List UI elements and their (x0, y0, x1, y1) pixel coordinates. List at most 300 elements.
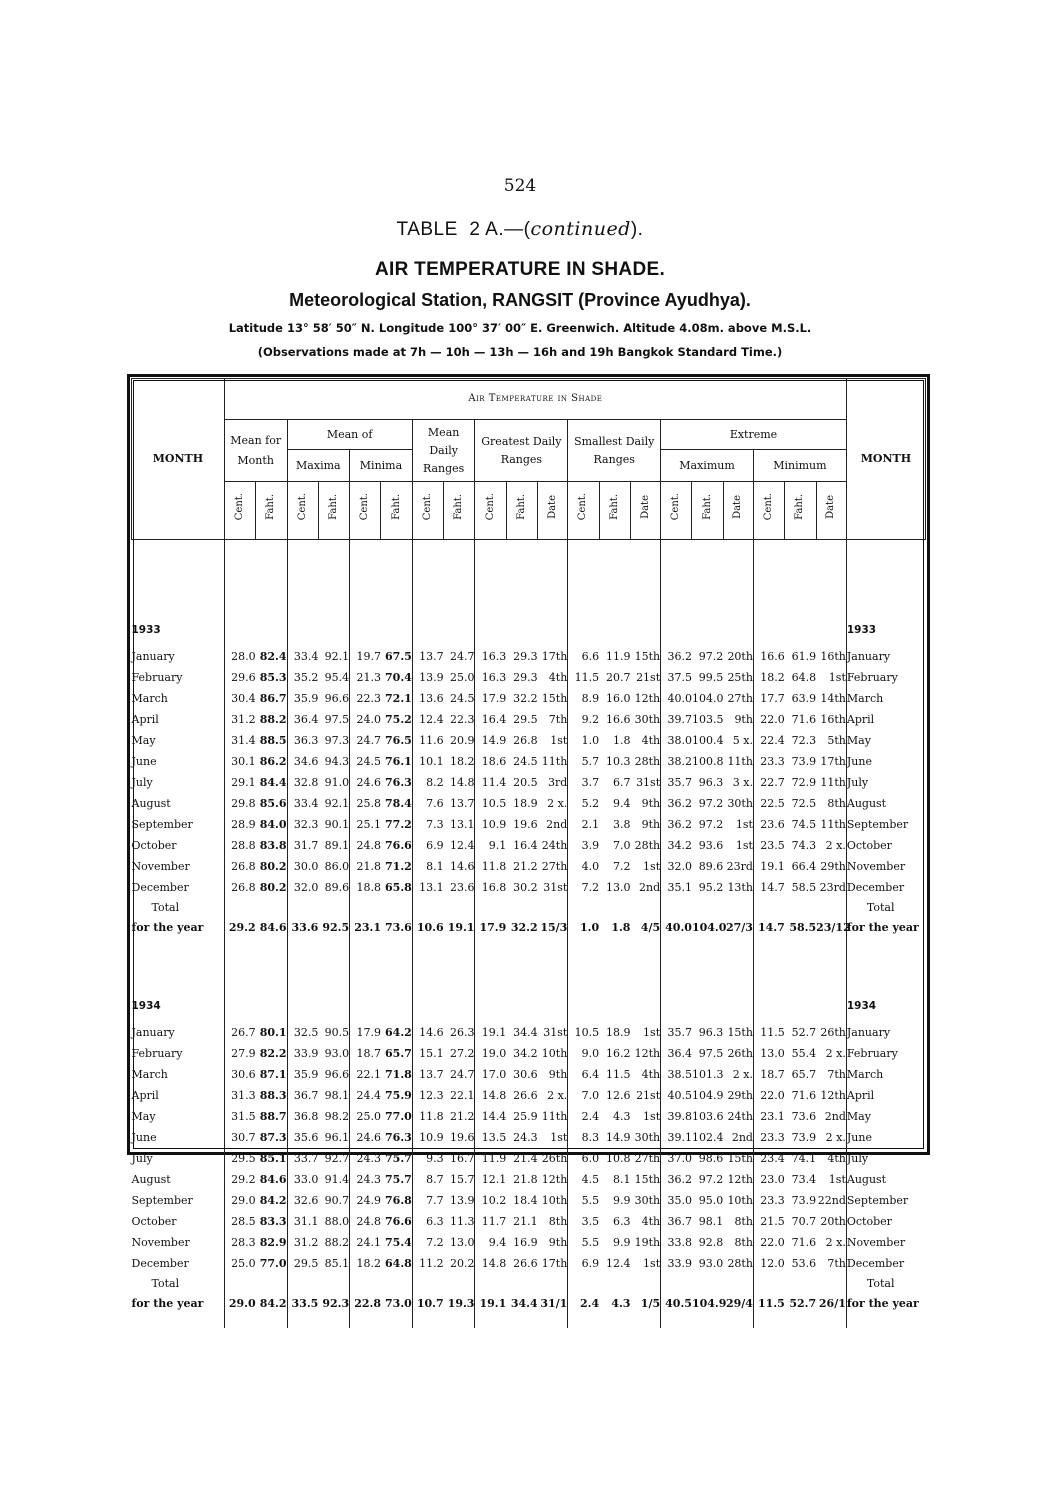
data-cell: 8th (827, 796, 846, 810)
data-cell: 2 x. (825, 1046, 846, 1060)
data-cell: 10.5 (475, 793, 506, 814)
total-cell: 1.0 (568, 918, 599, 938)
data-cell: 16.6 (605, 712, 631, 726)
spacer-row (132, 938, 926, 996)
data-cell: 78.4 (385, 796, 412, 810)
data-cell: 71.2 (385, 859, 412, 873)
month-label: March (131, 691, 168, 705)
empty-cell (599, 1274, 630, 1294)
total-cell: 1/5 (640, 1297, 661, 1310)
month-label-right: July (846, 772, 925, 793)
table-row (132, 1211, 926, 1232)
data-cell: 27th (727, 691, 753, 705)
spacer-cell (444, 540, 475, 621)
spacer-cell (381, 1314, 412, 1328)
month-label-right: September (846, 814, 925, 835)
data-cell: 12th (727, 1172, 753, 1186)
data-cell: 20th (820, 1214, 846, 1228)
month-label: June (131, 1130, 157, 1144)
data-cell: 86.0 (324, 859, 350, 873)
spacer-cell (661, 540, 692, 621)
data-cell: 22.0 (753, 1085, 784, 1106)
data-cell: 12th (541, 1172, 568, 1186)
total-cell: 14.7 (753, 918, 784, 938)
data-cell: 23.0 (753, 1169, 784, 1190)
data-cell: 9th (641, 796, 661, 810)
data-cell: 12.6 (605, 1088, 631, 1102)
data-cell: 23.6 (753, 814, 784, 835)
unit-header-cent (568, 482, 599, 540)
data-cell: 13.6 (412, 688, 443, 709)
spacer-row (132, 1314, 926, 1328)
data-cell: 64.2 (385, 1025, 412, 1039)
data-cell: 22.1 (350, 1064, 381, 1085)
data-cell: 64.8 (385, 1256, 412, 1270)
data-cell: 22.0 (753, 709, 784, 730)
month-label: May (131, 733, 156, 747)
data-cell: 21.1 (513, 1214, 538, 1228)
data-cell: 3rd (547, 775, 568, 789)
data-cell: 76.6 (385, 1214, 412, 1228)
total-cell: 73.0 (385, 1297, 412, 1310)
spacer-cell (599, 540, 630, 621)
data-cell: 89.6 (698, 859, 724, 873)
data-cell: 14.9 (605, 1130, 631, 1144)
spacer-cell (785, 540, 816, 621)
data-cell: 1st (735, 817, 753, 831)
data-cell: 21.2 (513, 859, 538, 873)
data-cell: 10th (541, 1193, 568, 1207)
mean-for-month-header: Mean for Month (224, 420, 287, 482)
empty-cell (538, 620, 568, 640)
data-cell: 22.0 (753, 1232, 784, 1253)
table-row (132, 1064, 926, 1085)
total-cell: 10.7 (412, 1294, 443, 1314)
unit-label: Date (825, 495, 837, 519)
data-cell: 18.2 (449, 754, 475, 768)
empty-cell (785, 898, 816, 918)
empty-cell (381, 620, 412, 640)
data-cell: 6.3 (412, 1211, 443, 1232)
data-cell: 9.2 (568, 709, 599, 730)
data-cell: 5th (827, 733, 846, 747)
data-cell: 38.5 (661, 1064, 692, 1085)
data-cell: 9.0 (568, 1043, 599, 1064)
data-cell: 22.7 (753, 772, 784, 793)
data-cell: 102.4 (691, 1130, 724, 1144)
spacer-cell (132, 540, 225, 621)
data-cell: 32.6 (287, 1190, 318, 1211)
month-label: April (131, 712, 159, 726)
data-cell: 39.1 (661, 1127, 692, 1148)
data-cell: 13.1 (412, 877, 443, 898)
spacer-cell (661, 938, 692, 996)
data-cell: 97.5 (324, 712, 350, 726)
unit-header-cent (475, 482, 506, 540)
data-cell: 87.1 (259, 1067, 287, 1081)
data-cell: 28.3 (224, 1232, 255, 1253)
data-cell: 10.8 (605, 1151, 631, 1165)
unit-header-cent (287, 482, 318, 540)
data-cell: 23rd (726, 859, 753, 873)
data-cell: 33.0 (287, 1169, 318, 1190)
year-row (132, 620, 926, 640)
data-cell: 11.2 (412, 1253, 443, 1274)
table-row (132, 730, 926, 751)
month-label: December (131, 880, 189, 894)
data-cell: 24th (541, 838, 568, 852)
data-cell: 19.1 (475, 1022, 506, 1043)
data-cell: 1st (643, 1256, 661, 1270)
data-cell: 74.3 (791, 838, 817, 852)
greatest-daily-ranges-header: Greatest Daily Ranges (475, 420, 568, 482)
empty-cell (444, 898, 475, 918)
data-cell: 29.0 (224, 1190, 255, 1211)
data-cell: 98.1 (324, 1088, 350, 1102)
data-cell: 30.2 (513, 880, 538, 894)
table-row (132, 877, 926, 898)
data-cell: 18.2 (753, 667, 784, 688)
data-cell: 25.9 (513, 1109, 538, 1123)
data-cell: 32.0 (287, 877, 318, 898)
data-cell: 28th (634, 838, 661, 852)
data-cell: 24.3 (513, 1130, 538, 1144)
total-cell: 73.6 (385, 921, 412, 934)
data-cell: 34.2 (513, 1046, 538, 1060)
data-cell: 93.6 (698, 838, 724, 852)
data-cell: 1.0 (568, 730, 599, 751)
data-cell: 32.0 (661, 856, 692, 877)
month-label: June (131, 754, 157, 768)
data-cell: 32.3 (287, 814, 318, 835)
empty-cell (723, 996, 753, 1016)
data-cell: 29.6 (224, 667, 255, 688)
data-cell: 64.8 (791, 670, 817, 684)
month-label: September (131, 817, 193, 831)
data-cell: 6.3 (612, 1214, 631, 1228)
data-cell: 31.3 (224, 1085, 255, 1106)
unit-header-cent (412, 482, 443, 540)
data-cell: 10.5 (568, 1022, 599, 1043)
month-label-right: November (846, 1232, 925, 1253)
data-cell: 32.5 (287, 1022, 318, 1043)
data-cell: 90.7 (324, 1193, 350, 1207)
data-cell: 13.5 (475, 1127, 506, 1148)
data-cell: 24.4 (350, 1085, 381, 1106)
data-cell: 30.4 (224, 688, 255, 709)
unit-header-faht (785, 482, 816, 540)
data-cell: 32.8 (287, 772, 318, 793)
data-cell: 80.2 (259, 859, 287, 873)
empty-cell (506, 620, 537, 640)
month-label-right: August (846, 1169, 925, 1190)
data-cell: 14.6 (449, 859, 475, 873)
data-cell: 18.9 (605, 1025, 631, 1039)
data-cell: 23.4 (753, 1148, 784, 1169)
spacer-cell (692, 540, 723, 621)
spacer-cell (381, 938, 412, 996)
month-label-right: January (846, 1022, 925, 1043)
table-row (132, 1169, 926, 1190)
table-header (132, 379, 926, 540)
data-cell: 29.3 (513, 649, 538, 663)
data-cell: 21.8 (350, 856, 381, 877)
month-label-right: May (846, 730, 925, 751)
data-cell: 16th (820, 712, 846, 726)
month-label-right: February (846, 1043, 925, 1064)
total-cell: 23/12 (816, 921, 851, 934)
data-cell: 83.8 (259, 838, 287, 852)
spacer-cell (287, 1314, 318, 1328)
month-label: October (131, 838, 177, 852)
data-cell: 36.7 (287, 1085, 318, 1106)
table-row (132, 709, 926, 730)
data-cell: 24.6 (350, 1127, 381, 1148)
month-label-right: May (846, 1106, 925, 1127)
data-cell: 35.7 (661, 772, 692, 793)
empty-cell (318, 1274, 349, 1294)
maxima-header: Maxima (287, 450, 350, 482)
data-cell: 5.5 (568, 1190, 599, 1211)
data-cell: 21.3 (350, 667, 381, 688)
data-cell: 2nd (824, 1109, 846, 1123)
data-cell: 24.5 (350, 751, 381, 772)
month-header-right: MONTH (846, 379, 925, 540)
data-cell: 92.8 (698, 1235, 724, 1249)
spacer-cell (350, 938, 381, 996)
data-cell: 1st (643, 1025, 661, 1039)
table-title (0, 218, 1040, 241)
data-cell: 26th (820, 1025, 846, 1039)
total-cell: 10.6 (412, 918, 443, 938)
empty-cell (256, 996, 287, 1016)
empty-cell (816, 996, 846, 1016)
spacer-cell (318, 938, 349, 996)
data-cell: 73.9 (791, 754, 817, 768)
total-cell: 29/4 (725, 1297, 753, 1310)
data-cell: 35.9 (287, 688, 318, 709)
data-cell: 2 x. (732, 1067, 753, 1081)
data-cell: 22nd (817, 1193, 846, 1207)
data-cell: 21.4 (513, 1151, 538, 1165)
data-cell: 71.6 (791, 1088, 817, 1102)
data-cell: 27th (634, 1151, 661, 1165)
page-number: 524 (503, 176, 537, 196)
data-cell: 88.3 (259, 1088, 287, 1102)
spacer-cell (599, 1314, 630, 1328)
spacer-cell (816, 938, 846, 996)
data-cell: 17.9 (350, 1022, 381, 1043)
data-cell: 17th (541, 1256, 568, 1270)
spacer-cell (256, 938, 287, 996)
data-cell: 19th (634, 1235, 661, 1249)
data-cell: 26.6 (513, 1088, 538, 1102)
month-label-right: November (846, 856, 925, 877)
data-cell: 26.6 (513, 1256, 538, 1270)
total-label-row (132, 898, 926, 918)
spacer-cell (661, 1314, 692, 1328)
total-cell: 4.3 (611, 1297, 631, 1310)
data-cell: 26th (727, 1046, 753, 1060)
unit-label: Faht. (608, 494, 620, 520)
month-label: November (131, 1235, 190, 1249)
data-cell: 103.5 (691, 712, 724, 726)
data-cell: 97.2 (698, 817, 724, 831)
data-cell: 75.7 (385, 1151, 412, 1165)
data-cell: 12th (820, 1088, 846, 1102)
empty-cell (318, 898, 349, 918)
empty-cell (599, 620, 630, 640)
spacer-cell (538, 938, 568, 996)
month-label: April (131, 1088, 159, 1102)
data-cell: 24th (727, 1109, 753, 1123)
data-cell: 12th (634, 1046, 661, 1060)
data-cell: 16.9 (513, 1235, 538, 1249)
spacer-cell (381, 540, 412, 621)
spacer-cell (846, 1314, 925, 1328)
data-cell: 37.0 (661, 1148, 692, 1169)
data-cell: 6.7 (612, 775, 631, 789)
data-cell: 71.6 (791, 712, 817, 726)
total-cell: 58.5 (789, 921, 817, 934)
data-cell: 74.1 (791, 1151, 817, 1165)
maximum-header: Maximum (661, 450, 754, 482)
data-cell: 9.3 (412, 1148, 443, 1169)
data-cell: 26.8 (513, 733, 538, 747)
table-row (132, 1190, 926, 1211)
total-cell: 92.5 (322, 921, 350, 934)
year-label-left: 1934 (131, 1000, 161, 1012)
table-body (132, 540, 926, 1329)
data-cell: 95.4 (324, 670, 350, 684)
data-cell: 24.3 (350, 1148, 381, 1169)
data-cell: 40.0 (661, 688, 692, 709)
data-cell: 15.7 (449, 1172, 475, 1186)
data-cell: 7.7 (412, 1190, 443, 1211)
data-cell: 12.4 (605, 1256, 631, 1270)
empty-cell (661, 620, 692, 640)
total-cell: 22.8 (350, 1294, 381, 1314)
empty-cell (287, 996, 318, 1016)
unit-label: Cent. (763, 493, 775, 521)
data-cell: 6.6 (568, 646, 599, 667)
data-cell: 34.2 (661, 835, 692, 856)
data-cell: 1.8 (612, 733, 631, 747)
data-cell: 25.1 (350, 814, 381, 835)
data-cell: 11.8 (475, 856, 506, 877)
data-cell: 88.5 (259, 733, 287, 747)
data-cell: 23.3 (753, 1127, 784, 1148)
data-cell: 7th (548, 712, 568, 726)
data-cell: 23rd (819, 880, 846, 894)
data-cell: 36.2 (661, 646, 692, 667)
table-row (132, 814, 926, 835)
empty-cell (599, 996, 630, 1016)
data-cell: 77.0 (385, 1109, 412, 1123)
unit-header-date (816, 482, 846, 540)
data-cell: 82.2 (259, 1046, 287, 1060)
spacer-cell (475, 938, 506, 996)
unit-label: Faht. (453, 494, 465, 520)
month-label-right: December (846, 877, 925, 898)
data-cell: 16th (820, 649, 846, 663)
data-cell: 5.5 (568, 1232, 599, 1253)
table-row (132, 667, 926, 688)
data-cell: 85.1 (259, 1151, 287, 1165)
empty-cell (723, 898, 753, 918)
month-label-right: December (846, 1253, 925, 1274)
data-cell: 30.0 (287, 856, 318, 877)
empty-cell (350, 898, 381, 918)
total-cell: 29.2 (224, 918, 255, 938)
data-cell: 30th (634, 1130, 661, 1144)
data-cell: 20.2 (449, 1256, 475, 1270)
data-cell: 20.5 (513, 775, 538, 789)
data-cell: 24.8 (350, 1211, 381, 1232)
data-cell: 25th (727, 670, 753, 684)
total-cell: 32.2 (510, 921, 538, 934)
month-label: July (131, 1151, 153, 1165)
data-cell: 85.1 (324, 1256, 350, 1270)
year-row (132, 996, 926, 1016)
data-cell: 24.0 (350, 709, 381, 730)
total-label-row (132, 1274, 926, 1294)
total-cell: 52.7 (789, 1297, 817, 1310)
data-cell: 31.4 (224, 730, 255, 751)
spacer-cell (412, 938, 443, 996)
data-cell: 11th (820, 817, 846, 831)
empty-cell (538, 898, 568, 918)
total-sub-right: for the year (846, 1294, 925, 1314)
data-cell: 31.5 (224, 1106, 255, 1127)
data-cell: 12.4 (449, 838, 475, 852)
unit-header-cent (350, 482, 381, 540)
data-cell: 87.3 (259, 1130, 287, 1144)
data-cell: 26.3 (449, 1025, 475, 1039)
spacer-cell (692, 1314, 723, 1328)
data-cell: 96.3 (698, 775, 724, 789)
data-cell: 28th (727, 1256, 753, 1270)
empty-cell (224, 996, 255, 1016)
empty-cell (224, 620, 255, 640)
spacer-cell (506, 540, 537, 621)
data-cell: 3 x. (732, 775, 753, 789)
empty-cell (350, 620, 381, 640)
month-label-right: March (846, 1064, 925, 1085)
data-cell: 22.3 (449, 712, 475, 726)
spacer-cell (287, 540, 318, 621)
data-cell: 13th (727, 880, 753, 894)
data-cell: 30.7 (224, 1127, 255, 1148)
empty-cell (475, 898, 506, 918)
spacer-cell (785, 1314, 816, 1328)
empty-cell (318, 620, 349, 640)
data-cell: 88.0 (324, 1214, 350, 1228)
month-label-right: April (846, 709, 925, 730)
data-cell: 25.8 (350, 793, 381, 814)
table-row (132, 1022, 926, 1043)
data-cell: 17.0 (475, 1064, 506, 1085)
data-cell: 19.7 (350, 646, 381, 667)
data-cell: 74.5 (791, 817, 817, 831)
data-cell: 77.2 (385, 817, 412, 831)
year-label-left: 1933 (131, 624, 161, 636)
data-cell: 33.4 (287, 793, 318, 814)
empty-cell (568, 898, 599, 918)
empty-cell (506, 996, 537, 1016)
data-cell: 20th (727, 649, 753, 663)
data-cell: 100.8 (691, 754, 724, 768)
